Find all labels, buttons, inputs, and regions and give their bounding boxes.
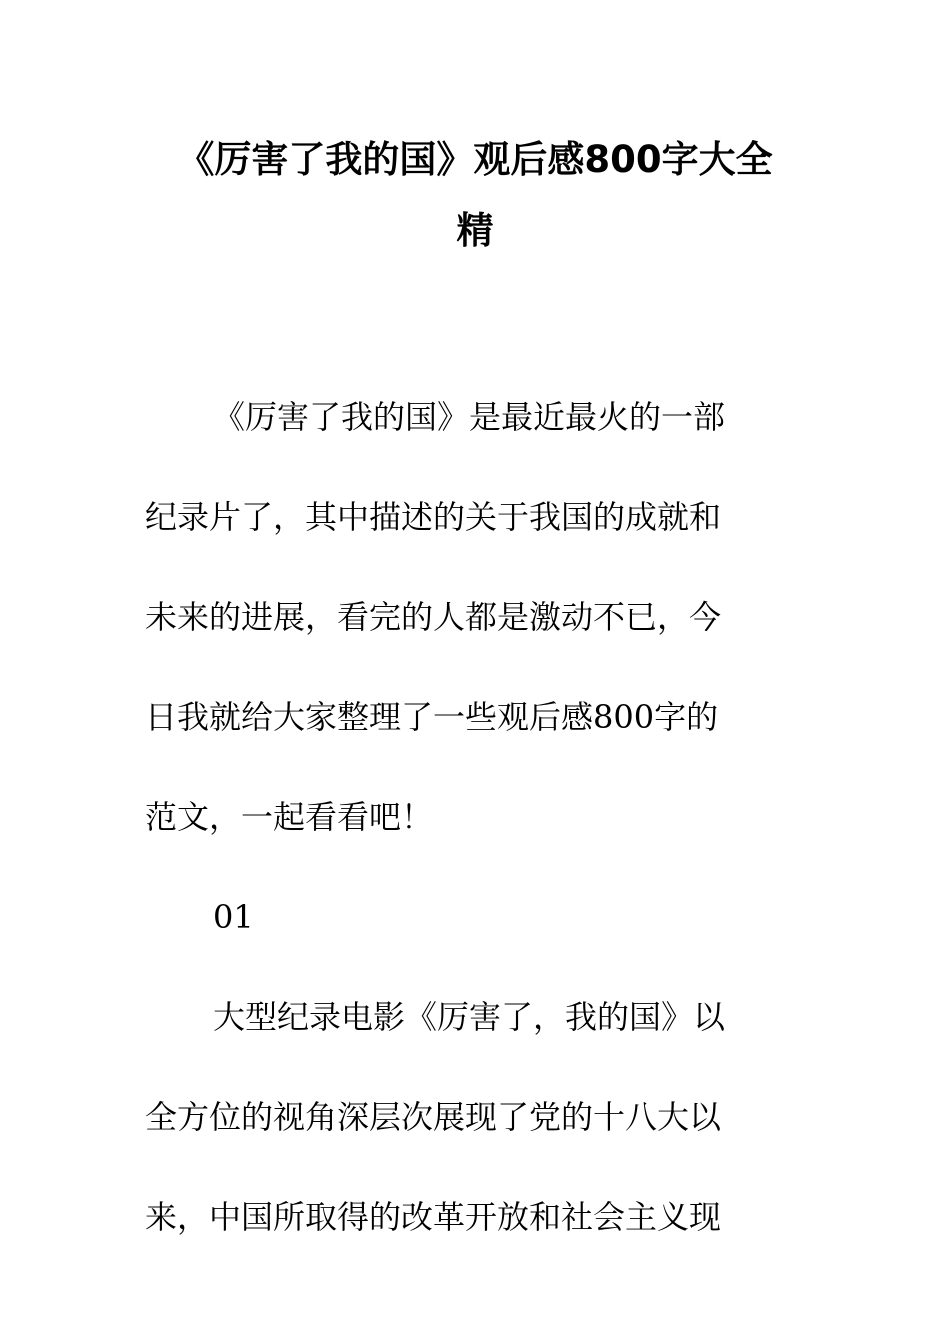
paragraph-line: 全方位的视角深层次展现了党的十八大以 bbox=[145, 1098, 722, 1136]
paragraph-line: 《厉害了我的国》是最近最火的一部 bbox=[213, 398, 726, 436]
document-body bbox=[145, 367, 785, 1267]
paragraph-line: 来，中国所取得的改革开放和社会主义现 bbox=[145, 1198, 722, 1236]
paragraph-line: 范文，一起看看吧！ bbox=[145, 798, 434, 836]
title-line-2: 精 bbox=[456, 209, 494, 252]
title-line-1: 《厉害了我的国》观后感800字大全 bbox=[177, 138, 773, 181]
section-number: 01 bbox=[213, 898, 254, 936]
paragraph-line: 大型纪录电影《厉害了，我的国》以 bbox=[213, 998, 726, 1036]
paragraph-line: 日我就给大家整理了一些观后感800字的 bbox=[145, 698, 719, 736]
document-title bbox=[140, 124, 810, 266]
paragraph-line: 未来的进展，看完的人都是激动不已，今 bbox=[145, 598, 722, 636]
paragraph-line: 纪录片了，其中描述的关于我国的成就和 bbox=[145, 498, 722, 536]
